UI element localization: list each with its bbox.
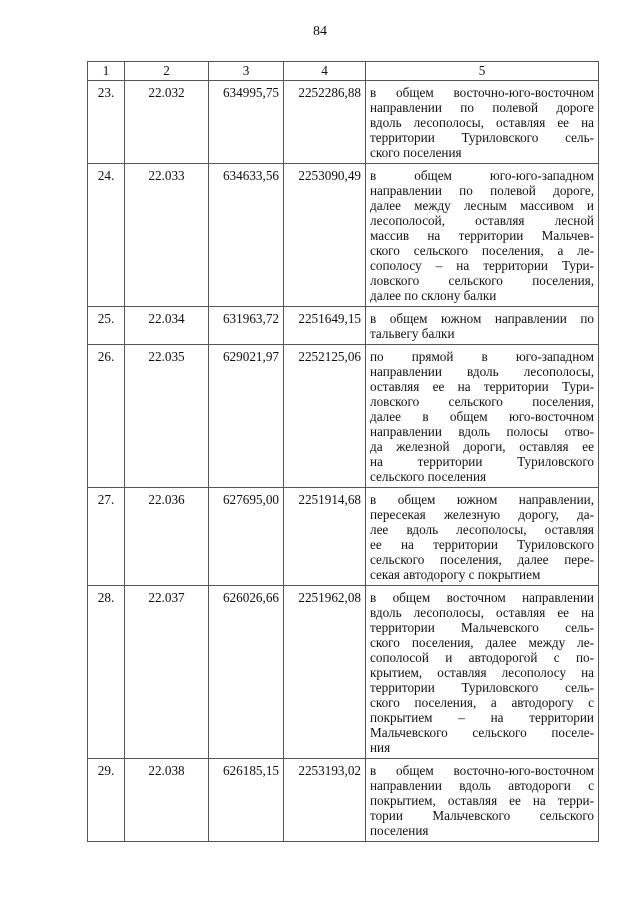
description-line: направлении вдоль лесополосы, (370, 364, 594, 379)
description-line: по прямой в юго-западном (370, 349, 594, 364)
x-coordinate-cell: 634633,56 (209, 164, 284, 307)
description-line: пересекая железную дорогу, да- (370, 507, 594, 522)
table-row (88, 345, 599, 488)
x-coordinate-cell: 629021,97 (209, 345, 284, 488)
description-line: направлении по полевой дороге, (370, 183, 594, 198)
description-line: направлении вдоль полосы отво- (370, 424, 594, 439)
description-cell (366, 759, 599, 842)
description-line: сополосой и автодорогой с по- (370, 650, 594, 665)
point-code-cell: 22.032 (125, 81, 209, 164)
table-header-row (88, 62, 599, 81)
description-line: массив на территории Мальчев- (370, 228, 594, 243)
point-code-cell: 22.035 (125, 345, 209, 488)
table-row (88, 164, 599, 307)
y-coordinate-cell: 2252286,88 (284, 81, 366, 164)
header-cell-2: 2 (125, 62, 209, 81)
description-line: тальвегу балки (370, 326, 455, 341)
y-coordinate-cell: 2253090,49 (284, 164, 366, 307)
description-line: сельского поселения, далее пере- (370, 552, 594, 567)
description-line: ее на территории Туриловского (370, 537, 594, 552)
description-line: крытием, оставляя лесополосу на (370, 665, 594, 680)
row-number-cell: 28. (88, 586, 125, 759)
x-coordinate-cell: 626026,66 (209, 586, 284, 759)
description-line: вдоль лесополосы, оставляя ее на (370, 605, 594, 620)
x-coordinate-cell: 626185,15 (209, 759, 284, 842)
row-number-cell: 23. (88, 81, 125, 164)
description-line: покрытием, оставляя ее на терри- (370, 793, 594, 808)
description-line: направлении вдоль автодороги с (370, 778, 594, 793)
description-cell (366, 81, 599, 164)
description-line: да железной дороги, оставляя ее (370, 439, 594, 454)
header-cell-3: 3 (209, 62, 284, 81)
point-code-cell: 22.038 (125, 759, 209, 842)
table-row (88, 81, 599, 164)
description-line: территории Туриловского сель- (370, 680, 594, 695)
description-cell (366, 586, 599, 759)
description-line: тории Мальчевского сельского (370, 808, 594, 823)
row-number-cell: 27. (88, 488, 125, 586)
description-line: лее вдоль лесополосы, оставляя (370, 522, 594, 537)
y-coordinate-cell: 2252125,06 (284, 345, 366, 488)
y-coordinate-cell: 2251962,08 (284, 586, 366, 759)
description-line: поселения (370, 823, 429, 838)
description-line: территории Мальчевского сель- (370, 620, 594, 635)
header-cell-4: 4 (284, 62, 366, 81)
description-line: далее между лесным массивом и (370, 198, 594, 213)
y-coordinate-cell: 2251914,68 (284, 488, 366, 586)
point-code-cell: 22.037 (125, 586, 209, 759)
x-coordinate-cell: 627695,00 (209, 488, 284, 586)
description-line: в общем юго-юго-западном (370, 168, 594, 183)
description-line: ского поселения, далее между ле- (370, 635, 594, 650)
description-line: сополосу – на территории Тури- (370, 258, 594, 273)
description-line: оставляя ее на территории Тури- (370, 379, 594, 394)
description-cell (366, 307, 599, 345)
row-number-cell: 29. (88, 759, 125, 842)
y-coordinate-cell: 2253193,02 (284, 759, 366, 842)
x-coordinate-cell: 634995,75 (209, 81, 284, 164)
y-coordinate-cell: 2251649,15 (284, 307, 366, 345)
description-line: далее в общем юго-восточном (370, 409, 594, 424)
description-line: в общем восточно-юго-восточном (370, 763, 594, 778)
description-line: в общем южном направлении, (370, 492, 594, 507)
description-line: далее по склону балки (370, 288, 497, 303)
description-line: направлении по полевой дороге (370, 100, 594, 115)
description-line: в общем восточном направлении (370, 590, 594, 605)
table-row (88, 586, 599, 759)
boundary-table (87, 61, 599, 842)
description-line: на территории Туриловского (370, 454, 594, 469)
description-line: ния (370, 740, 391, 755)
x-coordinate-cell: 631963,72 (209, 307, 284, 345)
description-line: Мальчевского сельского поселе- (370, 725, 594, 740)
description-cell (366, 345, 599, 488)
description-line: ловского сельского поселения, (370, 273, 594, 288)
description-line: сельского поселения (370, 469, 487, 484)
description-line: лесополосой, оставляя лесной (370, 213, 594, 228)
page-number: 84 (313, 24, 327, 39)
table-row (88, 759, 599, 842)
point-code-cell: 22.034 (125, 307, 209, 345)
description-line: секая автодорогу с покрытием (370, 567, 541, 582)
description-line: покрытием – на территории (370, 710, 594, 725)
description-cell (366, 488, 599, 586)
description-line: территории Туриловского сель- (370, 130, 594, 145)
row-number-cell: 26. (88, 345, 125, 488)
row-number-cell: 24. (88, 164, 125, 307)
header-cell-5: 5 (366, 62, 599, 81)
point-code-cell: 22.033 (125, 164, 209, 307)
row-number-cell: 25. (88, 307, 125, 345)
description-line: ского поселения, а автодорогу с (370, 695, 594, 710)
header-cell-1: 1 (88, 62, 125, 81)
point-code-cell: 22.036 (125, 488, 209, 586)
description-cell (366, 164, 599, 307)
description-line: в общем южном направлении по (370, 311, 594, 326)
table-row (88, 488, 599, 586)
table-body (88, 62, 599, 842)
description-line: в общем восточно-юго-восточном (370, 85, 594, 100)
description-line: ловского сельского поселения, (370, 394, 594, 409)
description-line: ского сельского поселения, а ле- (370, 243, 594, 258)
table-row (88, 307, 599, 345)
description-line: ского поселения (370, 145, 462, 160)
description-line: вдоль лесополосы, оставляя ее на (370, 115, 594, 130)
